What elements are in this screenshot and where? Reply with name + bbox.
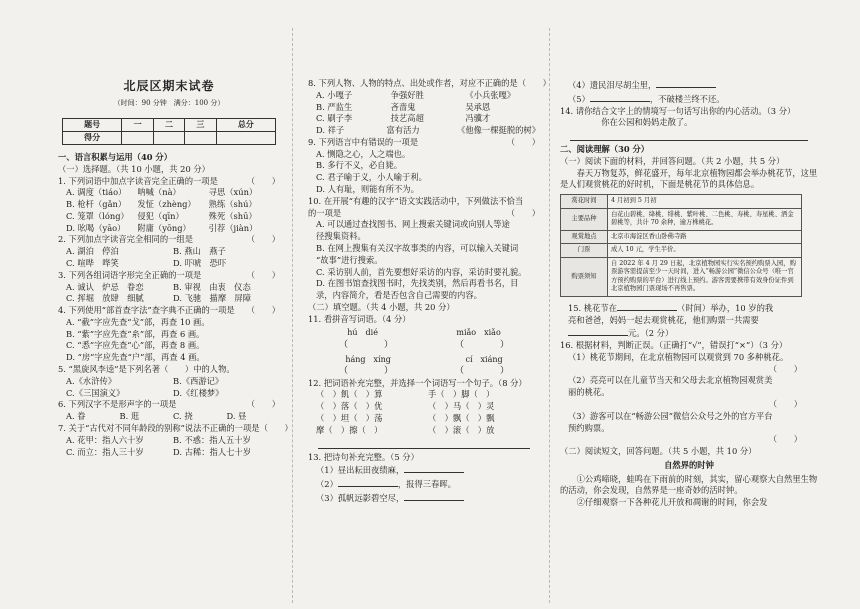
question-stem [58, 270, 280, 282]
option-text: 富有活力 [386, 125, 420, 136]
option-text: 摩（ ）擦（ ） [316, 424, 383, 435]
column-2 [308, 0, 551, 609]
paragraph: ②仔细观察一下各种花儿开放和凋谢的时间，你会发 [576, 497, 768, 508]
option-text: B. 燕山 燕子 [173, 246, 226, 257]
option-row [58, 388, 280, 400]
option-text: 发怔（zhèng） [137, 199, 196, 210]
option-text: A. 小嘎子 [316, 89, 353, 100]
question-text: 12. 把词语补充完整，并选择一个词语写一个句子。（8 分） [308, 377, 527, 388]
text-line: B. “紫”字应先查“糸”部，再查 6 画。 [66, 328, 205, 339]
option-text: （ ）落（ ）优 [316, 401, 383, 412]
text-line: 录，内容简介，看是否包含自己需要的内容。 [316, 290, 482, 301]
fill-prefix: （2） [316, 479, 338, 490]
fill-blank-line [308, 463, 540, 477]
question-text: 11. 看拼音写词语。（4 分） [308, 313, 411, 324]
text-line: 径搜集资料。 [316, 231, 366, 242]
question-stem [308, 452, 540, 464]
question-stem [58, 305, 280, 317]
option-text: 附庸（yōng） [137, 222, 191, 233]
option-row [308, 113, 540, 125]
section-reading-questions [560, 301, 818, 509]
option-text: C. 喧哗 哗笑 [66, 258, 119, 268]
option-row [58, 376, 280, 388]
blank-line [338, 477, 398, 487]
score-header-cell: 总分 [216, 118, 275, 131]
option-row [58, 411, 280, 423]
section-reading [560, 78, 818, 191]
blank-line [590, 92, 650, 102]
score-cell [216, 131, 275, 144]
exam-title: 北辰区期末试卷 [123, 79, 215, 93]
fill-suffix: ，不破楼兰终不还。 [649, 93, 725, 104]
info-key: 门票 [561, 244, 608, 258]
question-text: 2. 下列加点字读音完全相同的一组是 [58, 234, 194, 245]
fill-blank-line [308, 477, 540, 491]
option-text: D.《红楼梦》 [173, 387, 224, 398]
option-text: 熟练（shú） [208, 199, 257, 210]
section-heading: （二）阅读短文，回答问题。（共 5 小题，共 10 分） [560, 446, 757, 457]
text-line: 你在公园和妈妈走散了。 [568, 117, 693, 128]
option-text: C.《三国演义》 [66, 387, 125, 398]
option-text: （ ）坦（ ）荡 [316, 413, 383, 423]
column-divider [292, 28, 293, 603]
answer-paren: （ ） [517, 78, 551, 88]
question-text: 13. 把诗句补充完整。（5 分） [308, 451, 419, 462]
option-text: B. 逛 [119, 411, 140, 422]
option-text: C. 笼罩（lóng） [66, 210, 129, 221]
option-text: A. 诚认 炉忌 眷恋 [66, 281, 144, 292]
option-row [58, 293, 280, 305]
question-stem [308, 378, 540, 390]
fill-suffix: ，报得三春晖。 [397, 479, 456, 490]
text-line: （1）桃花节期间，在北京植物园可以观赏到 70 多种桃花。 [568, 351, 789, 362]
answer-paren: （ ） [246, 269, 280, 280]
option-text: C. 挠 [173, 411, 193, 422]
option-row [308, 90, 540, 102]
question-text: 7. 关于“古代对不同年龄段的别称”说法不正确的一项是 [58, 422, 260, 433]
option-text: （ ）滚（ ）放 [428, 424, 495, 435]
option-text: D. 吆喝（yāo） [66, 222, 126, 233]
answer-box: （ ） [454, 365, 509, 376]
pinyin-text: cí xiáng [465, 354, 503, 364]
fill-suffix: 元。（2 分） [628, 328, 674, 339]
option-row [58, 211, 280, 223]
question-stem [58, 176, 280, 188]
fill-prefix: （1）昼出耘田夜绩麻， [316, 465, 405, 476]
section-heading: （一）选择题。（共 10 小题，共 20 分） [58, 163, 210, 174]
paragraph: ①公鸡啼晓，蛙鸣在下雨前的时刻，其实，留心观察大自然里生物的活动，你会发现，自然界是一座奇妙的活时钟。 [560, 473, 818, 496]
info-key: 观赏地点 [561, 230, 608, 244]
text-line: C. 君子喻于义，小人喻于利。 [316, 172, 427, 183]
answer-box-row [308, 339, 540, 352]
passage-title: 自然界的时钟 [664, 459, 714, 470]
fill-blank-line [560, 326, 818, 340]
question-stem [308, 78, 551, 90]
question-stem [560, 340, 818, 352]
text-line: D. 人有耻，则能有所不为。 [316, 184, 419, 195]
option-text: 引荐（jiàn） [208, 222, 258, 233]
text-line: A. 恻隐之心，人之端也。 [316, 148, 411, 159]
answer-paren: （ ） [246, 305, 280, 316]
section-language [58, 151, 293, 458]
score-row-label: 得分 [63, 131, 122, 144]
option-text: 侵犯（qīn） [137, 210, 184, 221]
answer-box-row [308, 365, 540, 378]
score-header-cell: 题号 [63, 118, 122, 131]
section-heading: （一）阅读下面的材料，并回答问题。（共 2 小题，共 5 分） [560, 155, 785, 166]
text-line: （2）亮亮可以在儿童节当天和父母去北京植物园观赏美 [568, 375, 773, 386]
text-line: 亮和爸爸，妈妈一起去观赏桃花，他们购票一共需要 [568, 314, 759, 325]
text-line: A. “截”字应先查“戈”部，再查 10 画。 [66, 316, 210, 327]
question-stem [308, 208, 540, 220]
fill-blank-line [560, 78, 818, 92]
text-line: C. 采访别人前，首先要想好采访的内容，采访时要礼貌。 [316, 266, 527, 277]
option-row [308, 389, 540, 401]
pinyin-row [308, 327, 540, 338]
question-text: 1. 下列词语中加点字读音完全正确的一项是 [58, 175, 218, 186]
exam-subtitle: （时间：90 分钟 满分：100 分） [113, 99, 225, 108]
score-cell [185, 131, 216, 144]
option-row [308, 401, 540, 413]
info-row [561, 208, 802, 230]
text-line: 丽的桃花。 [568, 387, 610, 398]
answer-line [570, 129, 808, 141]
info-row [561, 230, 802, 244]
question-stem [308, 137, 540, 149]
option-text: A. 花甲：指人六十岁 [66, 434, 144, 445]
info-value: 成人 10 元，学生半价。 [608, 244, 802, 258]
fill-blank-line [308, 491, 540, 505]
answer-paren: （ ） [506, 207, 540, 218]
option-text: B. 严监生 [316, 101, 353, 112]
question-stem [308, 196, 540, 208]
option-row [308, 413, 540, 425]
info-row [561, 257, 802, 296]
section-questions-8-13 [308, 78, 551, 505]
option-text: D. 吓唬 恐吓 [173, 258, 227, 268]
question-stem [58, 422, 293, 435]
text-line: B. 多行不义，必自毙。 [316, 160, 403, 171]
info-key: 赏花时间 [561, 195, 608, 209]
info-value: 白花山碧桃、绛桃、绯桃、紫叶桃、二色桃、寿桃、寿星桃、洒金碧桃等，共计 70 余种，逾万株桃花。 [608, 208, 802, 230]
option-row [58, 258, 280, 270]
text-line: D. 在图书馆查找图书时，先找类别，然后再看书名，目 [316, 278, 519, 289]
question-text: 5. “黑旋风李逵”是下列名著（ ）中的人物。 [58, 364, 235, 375]
option-text: D. 古稀：指人七十岁 [173, 446, 252, 457]
column-3 [560, 0, 818, 609]
answer-paren: （ ） [768, 399, 802, 409]
blank-line [568, 326, 628, 336]
answer-paren: （ ） [768, 363, 802, 374]
option-text: A. 湖泊 停泊 [66, 246, 119, 257]
option-row [308, 102, 540, 114]
option-text: C. 刷子李 [316, 113, 353, 124]
text-line: “故事”进行搜索。 [316, 254, 383, 265]
column-divider [549, 28, 550, 603]
option-text: D. 飞驰 描摩 屏障 [173, 293, 252, 304]
option-row [58, 447, 280, 459]
option-text: B.《西游记》 [173, 375, 224, 386]
column-1 [58, 0, 293, 609]
text-line: B. 在网上搜集有关汉字故事类的内容，可以输入关键词 [316, 242, 519, 253]
option-text: D. 祥子 [316, 125, 345, 136]
pinyin-text: hú dié [347, 328, 378, 338]
question-stem [58, 399, 280, 411]
text-line: （3）游客可以在“畅游公园”微信公众号之外的官方平台 [568, 410, 773, 421]
question-text: 14. 请你结合文字上的情境写一句话写出你的内心活动。（3 分） [560, 105, 796, 116]
text-line: A. 可以通过查找图书、网上搜索关键词或向别人等途 [316, 219, 510, 230]
blank-line [656, 78, 716, 88]
option-text: 呐喊（nà） [137, 187, 181, 198]
option-text: 争强好胜 [390, 89, 424, 100]
score-cell [153, 131, 184, 144]
section-heading: 二、阅读理解（30 分） [560, 144, 650, 155]
option-row [308, 425, 540, 437]
answer-paren: （ ） [246, 234, 280, 245]
question-text: 16. 根据材料，判断正误。（正确打“√”，错误打“×”）（3 分） [560, 340, 788, 351]
option-row [58, 282, 280, 294]
score-cell [122, 131, 153, 144]
question-stem [58, 234, 280, 246]
option-text: D. 昼 [226, 411, 247, 422]
pinyin-text: háng xíng [345, 354, 391, 364]
section-heading: 一、语言积累与运用（40 分） [58, 151, 172, 162]
option-text: 《他像一棵挺脱的树》 [457, 125, 541, 136]
question-text: 的一项是 [308, 207, 342, 218]
option-row [58, 435, 280, 447]
option-text: A. 眷 [66, 411, 86, 422]
fill-prefix: （3）孤帆远影碧空尽， [316, 492, 405, 503]
option-text: A. 调度（tiáo） [66, 187, 127, 198]
answer-paren: （ ） [246, 399, 280, 410]
option-row [58, 187, 280, 199]
fill-prefix: （5） [568, 93, 590, 104]
option-text: 冯骥才 [465, 113, 491, 124]
option-text: 寻思（xún） [208, 187, 258, 198]
option-row [308, 125, 540, 137]
text-line: 预约购票。 [568, 422, 610, 433]
question-stem [58, 364, 280, 376]
fill-prefix: 15. 桃花节在 [568, 302, 618, 313]
option-row [58, 199, 280, 211]
option-text: （ ）飢（ ）算 [316, 389, 383, 400]
fill-blank-line [560, 301, 818, 315]
question-text: 4. 下列使用“部首查字法”查字典不正确的一项是 [58, 305, 235, 316]
info-value: 4 月初到 5 月初 [608, 195, 802, 209]
info-value: 北京市海淀区香山卧佛寺路 [608, 230, 802, 244]
option-text: 吴承恩 [465, 101, 491, 112]
option-row [58, 246, 280, 258]
question-text: 10. 在开展“有趣的汉字”语文实践活动中，下列做法不恰当 [308, 195, 524, 206]
info-key: 主要品种 [561, 208, 608, 230]
option-text: 手（ ）脚（ ） [428, 389, 495, 400]
option-text: B. 审视 由衷 仪态 [173, 281, 251, 292]
answer-box: （ ） [338, 365, 393, 376]
option-text: 《小兵张嘎》 [465, 89, 516, 100]
question-text: 9. 下列语言中有错误的一项是 [308, 136, 419, 147]
option-text: C. 而立：指人三十岁 [66, 446, 144, 457]
score-header-cell: 一 [122, 118, 153, 131]
option-text: 吝啬鬼 [390, 101, 416, 112]
answer-paren: （ ） [246, 175, 280, 186]
question-stem [308, 314, 540, 326]
answer-paren: （ ） [259, 422, 293, 433]
text-line: C. “悉”字应先查“心”部，再查 8 画。 [66, 340, 205, 351]
question-stem [560, 106, 818, 118]
option-text: 殊死（shū） [208, 210, 257, 221]
info-row [561, 195, 802, 209]
answer-box: （ ） [338, 339, 393, 350]
info-row [561, 244, 802, 258]
answer-line [318, 437, 530, 449]
score-header-cell: 三 [185, 118, 216, 131]
info-key: 购票须知 [561, 257, 608, 296]
score-header-cell: 二 [153, 118, 184, 131]
option-text: 技艺高超 [390, 113, 424, 124]
fill-suffix: （时间）举办，10 岁的我 [677, 302, 774, 313]
option-text: A.《水浒传》 [66, 375, 117, 386]
option-row [58, 223, 280, 235]
question-text: 8. 下列人物、人物的特点、出处或作者，对应不正确的是 [308, 78, 518, 88]
blank-line [404, 491, 464, 501]
option-text: （ ）飘（ ）飘 [428, 413, 495, 423]
answer-paren: （ ） [768, 434, 802, 445]
score-table [62, 118, 276, 145]
option-text: （ ）马（ ）灵 [428, 401, 495, 412]
info-value: 自 2022 年 4 月 29 日起，北京植物园实行实名预约购票入园，购票游客需提前至少一天时间，进入“畅游公园”微信公众号（唯一官方预约购票的平台）进行线上预约。游客需要携带有效身份证件到北京植物园门票现场不再售票。 [608, 257, 802, 296]
pinyin-text: miǎo xiǎo [456, 328, 501, 338]
answer-paren: （ ） [506, 136, 540, 147]
blank-line [617, 301, 677, 311]
option-text: B. 枪杆（gǎn） [66, 199, 127, 210]
fill-prefix: （4）遗民泪尽胡尘里， [568, 80, 657, 90]
fill-blank-line [560, 92, 818, 106]
section-heading: （二）填空题。（共 4 小题，共 20 分） [308, 301, 455, 312]
peach-festival-info-table [560, 194, 802, 297]
pinyin-row [308, 354, 540, 365]
answer-box: （ ） [454, 339, 509, 350]
blank-line [404, 463, 464, 473]
text-line: D. “房”字应先查“户”部，再查 4 画。 [66, 352, 205, 363]
question-text: 3. 下列各组词语字形完全正确的一项是 [58, 269, 202, 280]
paragraph: 春天万物复苏，鲜花盛开，每年北京植物园都会举办桃花节，这里是人们观赏桃花的好时机，下面是桃花节的具体信息。 [560, 167, 818, 190]
question-text: 6. 下列汉字不是形声字的一项是 [58, 399, 177, 410]
option-text: B. 不惑：指人五十岁 [173, 434, 251, 445]
option-text: C. 挥堀 放肆 细腻 [66, 293, 144, 304]
